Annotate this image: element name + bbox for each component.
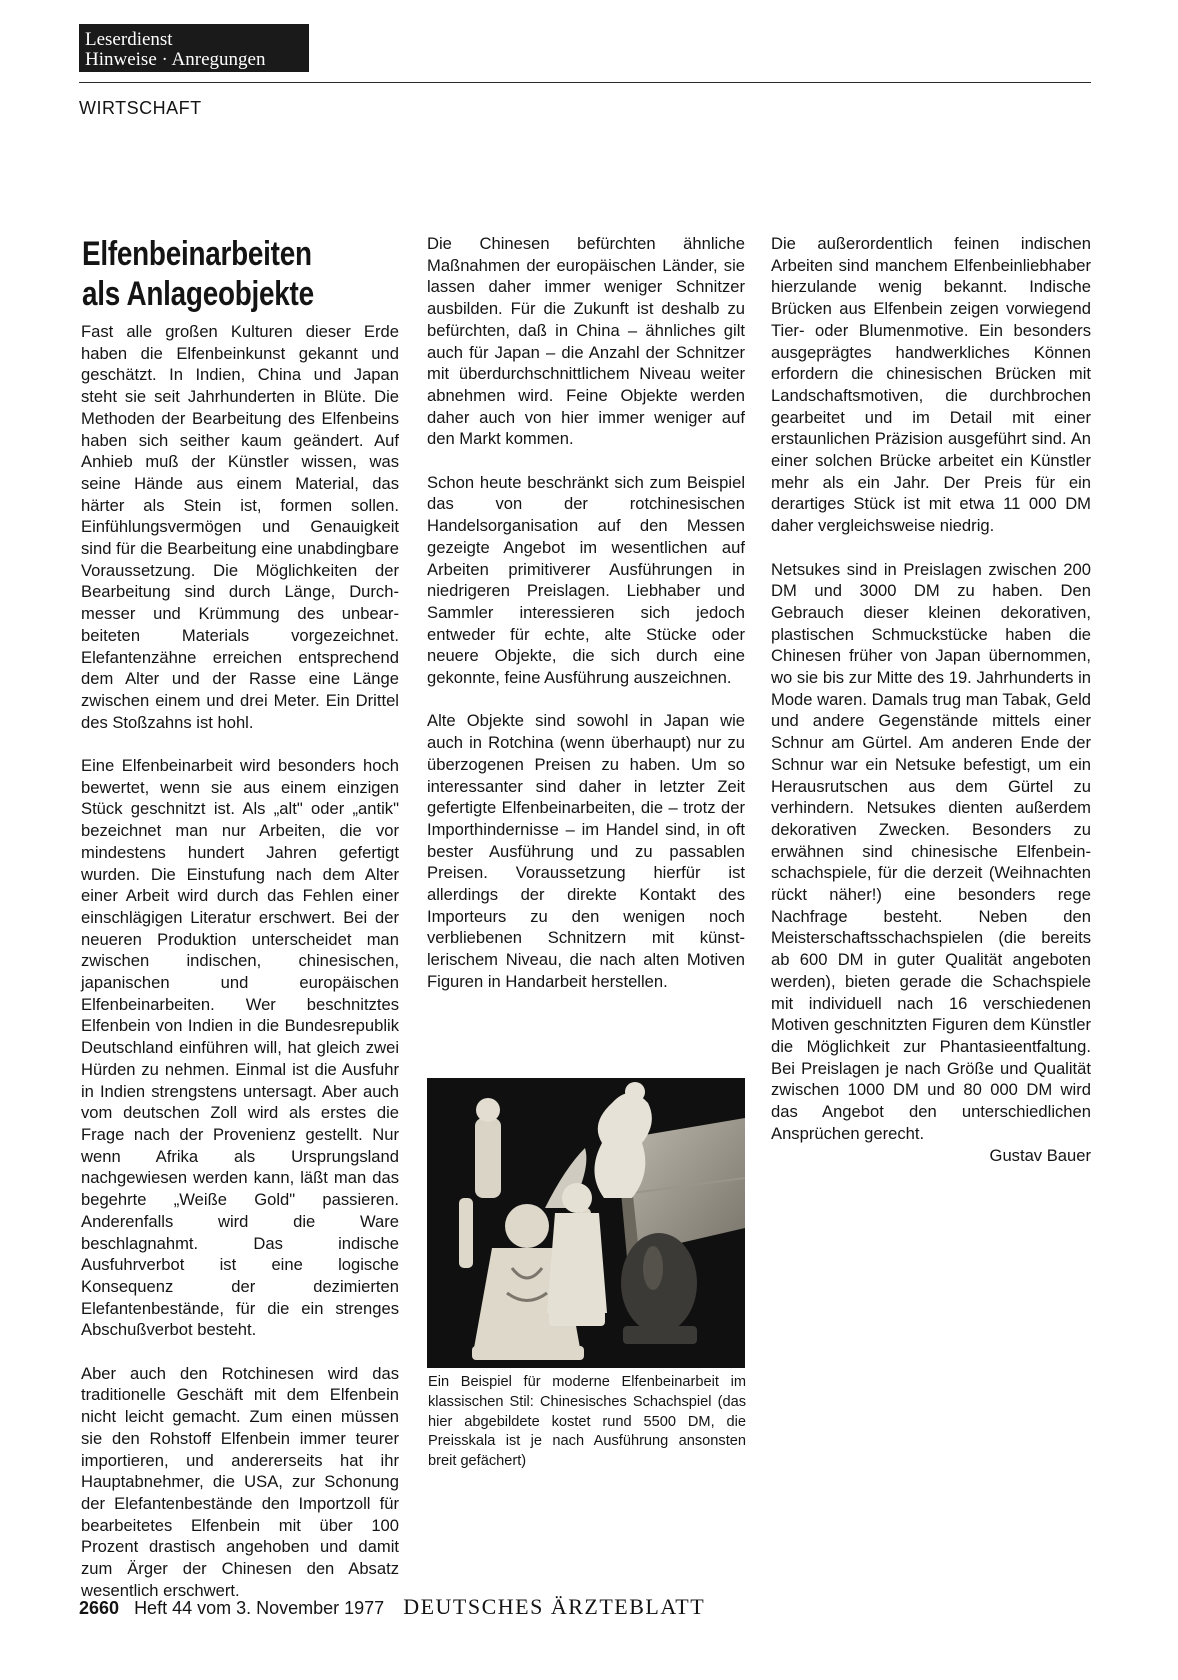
photo-caption: Ein Beispiel für moderne Elfenbeinarbeit im klassischen Stil: Chinesisches Schachspiel (das hier abgebildete kostet rund 5500 DM, die Preisskala ist je nach Ausführung ansonsten breit gefächert) — [428, 1374, 746, 1470]
journal-name: DEUTSCHES ÄRZTEBLATT — [403, 1594, 706, 1619]
paragraph-3: Aber auch den Rotchinesen wird das traditionelle Geschäft mit dem Elfenbein nicht leicht gemacht. Zum einen müssen sie den Rohstoff Elfenbein immer teurer importieren, und andererseits hat ihr Hauptabnehmer, die USA, zur Schonung der Elefantenbestände den Importzoll für bearbeitetes Elfenbein mit über 100 Prozent drastisch angehoben und damit zum Ärger der Chinesen den Absatz wesentlich erschwert. — [81, 1363, 399, 1600]
paragraph-8: Netsukes sind in Preislagen zwischen 200 DM und 3000 DM zu haben. Den Gebrauch dieser kleinen dekorativen, plastischen Schmuckstücke haben die Chinesen früher von Japan übernommen, wo sie bis zur Mitte des 19. Jahrhunderts in Mode waren. Damals trug man Tabak, Geld und andere Gegenstände mittels einer Schnur am Gürtel. Am anderen Ende der Schnur war ein Netsuke befestigt, um ein Herausrutschen aus dem Gürtel zu verhindern. Netsukes dienten außerdem dekorativen Zwecken. Besonders zu erwähnen sind chinesische Elfenbeinschachspiele, für die derzeit (Weihnachten rückt näher!) eine besonders rege Nachfrage besteht. Neben den Meisterschaftsschachspielen (die bereits ab 600 DM in guter Qualität angeboten werden), bieten gerade die Schachspiele mit individuell nach 16 verschiedenen Motiven geschnitzten Figuren dem Künstler die Möglichkeit zur Phantasieentfaltung. Bei Preislagen je nach Größe und Qualität zwischen 1000 DM und 80 000 DM wird das Angebot den unterschiedlichen Ansprüchen gerecht. — [771, 559, 1091, 1143]
page-footer — [79, 1594, 705, 1620]
title-line-1: Elfenbeinarbeiten — [82, 235, 312, 273]
paragraph-6: Alte Objekte sind sowohl in Japan wie auch in Rotchina (wenn überhaupt) nur zu überzogenen Preisen zu haben. Um so interessanter sind daher in letzter Zeit gefertigte Elfenbeinarbeiten, die – trotz der Importhindernisse – im Handel sind, in oft bester Ausführung und zu passablen Preisen. Voraussetzung hierfür ist allerdings der direkte Kontakt des Importeurs zu den wenigen noch verbliebenen Schnitzern mit künstlerischem Niveau, die nach alten Motiven Figuren in Handarbeit herstellen. — [427, 711, 745, 991]
chess-pieces-illustration — [427, 1078, 745, 1368]
author-signoff — [771, 1145, 1091, 1167]
article-title — [82, 234, 353, 314]
header-line-2: Hinweise · Anregungen — [85, 49, 266, 70]
header-line-1: Leserdienst — [85, 29, 173, 50]
chess-photo — [427, 1078, 745, 1368]
title-line-2: als Anlageobjekte — [82, 275, 314, 313]
header-box — [79, 24, 309, 72]
column-3 — [771, 233, 1091, 1166]
page-number: 2660 — [79, 1598, 120, 1618]
issue-info: Heft 44 vom 3. November 1977 — [134, 1598, 385, 1618]
paragraph-4: Die Chinesen befürchten ähnliche Maßnahmen der europäischen Länder, sie lassen daher immer weniger Schnitzer ausbilden. Für die Zukunft ist deshalb zu befürchten, daß in China – ähnliches gilt auch für Japan – die Anzahl der Schnitzer mit überdurchschnittlichem Niveau weiter abnehmen wird. Feine Objekte werden daher auch von hier immer weniger auf den Markt kommen. — [427, 234, 745, 449]
column-1 — [81, 321, 399, 1623]
paragraph-7: Die außerordentlich feinen indischen Arbeiten sind manchem Elfenbeinliebhaber hierzulande wenig bekannt. Indische Brücken aus Elfenbein zeigen vorwiegend Tier- oder Blumenmotive. Ein besonders ausgeprägtes handwerkliches Können erfordern die chinesischen Brücken mit Landschaftsmotiven, die durchbrochen gearbeitet und im Detail mit einer erstaunlichen Präzision ausgeführt sind. An einer solchen Brücke arbeitet ein Künstler mehr als ein Jahr. Der Preis für ein derartiges Stück ist mit etwa 11 000 DM daher vergleichsweise niedrig. — [771, 234, 1091, 536]
column-2 — [427, 233, 745, 1014]
author-name: Gustav Bauer — [989, 1145, 1091, 1165]
section-label: WIRTSCHAFT — [79, 98, 202, 118]
paragraph-2: Eine Elfenbeinarbeit wird besonders hoch bewertet, wenn sie aus einem einzigen Stück geschnitzt ist. Als „alt" oder „antik" bezeichnet man nur Arbeiten, die vor mindestens hundert Jahren gefertigt wurden. Die Einstufung nach dem Alter einer Arbeit wird durch das Fehlen einer einschlägigen Literatur erschwert. Bei der neueren Produktion unterscheidet man zwischen indischen, chinesischen, japanischen und europäischen Elfenbeinarbeiten. Wer beschnitztes Elfenbein von Indien in die Bundesrepublik Deutschland einführen will, hat gleich zwei Hürden zu nehmen. Einmal ist die Ausfuhr in Indien strengstens untersagt. Aber auch vom deutschen Zoll wird als erstes die Frage nach der Provenienz gestellt. Nur wenn Afrika als Ursprungsland nachgewiesen werden kann, läßt man das begehrte „Weiße Gold" passieren. Anderenfalls wird die Ware beschlagnahmt. Das indische Ausfuhrverbot ist eine logische Konsequenz der dezimierten Elefantenbestände, für die ein strenges Abschußverbot besteht. — [81, 756, 399, 1340]
header-rule — [79, 82, 1091, 83]
paragraph-1: Fast alle großen Kulturen dieser Erde haben die Elfenbeinkunst gekannt und geschätzt. In Indien, China und Japan steht sie seit Jahrhunderten in Blüte. Die Methoden der Bearbeitung des Elfenbeins haben sich seither kaum geändert. Auf Anhieb muß der Künstler wissen, was seine Hände aus einem Material, das härter als Stein ist, formen sollen. Einfühlungsvermögen und Genauigkeit sind für die Bearbeitung eine unabdingbare Voraussetzung. Die Möglichkeiten der Bearbeitung sind durch Länge, Durchmesser und Krümmung des unbearbeiteten Materials vorgezeichnet. Elefantenzähne erreichen entsprechend dem Alter und der Rasse eine Länge zwischen einem und drei Meter. Ein Drittel des Stoßzahns ist hohl. — [81, 322, 399, 732]
paragraph-5: Schon heute beschränkt sich zum Beispiel das von der rotchinesischen Handelsorganisation auf den Messen gezeigte Angebot im wesentlichen auf Arbeiten primitiverer Ausführungen in niedrigeren Preislagen. Liebhaber und Sammler interessieren sich jedoch entweder für echte, alte Stücke oder neuere Objekte, die sich durch eine gekonnte, feine Ausführung auszeichnen. — [427, 472, 745, 688]
